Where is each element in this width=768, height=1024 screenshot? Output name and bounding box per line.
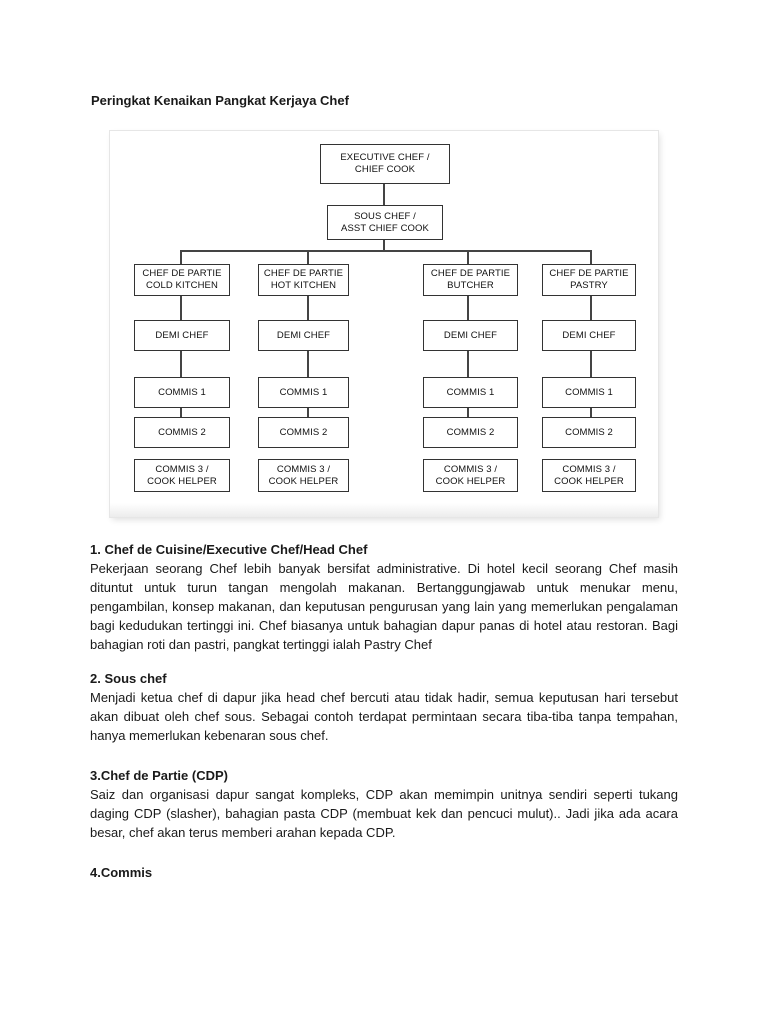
commis-3-box: COMMIS 3 / COOK HELPER <box>423 459 518 492</box>
commis-1-box: COMMIS 1 <box>542 377 636 408</box>
section-body: Saiz dan organisasi dapur sangat kompleks, CDP akan memimpin unitnya sendiri seperti tukang daging CDP (slasher), bahagian pasta CDP (membuat kek dan pencuci mulut).. Jadi jika ada acara besar, chef akan terus memberi arahan kepada CDP. <box>90 787 678 840</box>
demi-chef-box: DEMI CHEF <box>134 320 230 351</box>
demi-chef-box: DEMI CHEF <box>542 320 636 351</box>
section-heading: 4.Commis <box>90 865 153 880</box>
commis-3-box: COMMIS 3 / COOK HELPER <box>258 459 349 492</box>
commis-2-box: COMMIS 2 <box>134 417 230 448</box>
connector-line <box>180 250 590 252</box>
commis-1-box: COMMIS 1 <box>258 377 349 408</box>
connector-line <box>383 239 385 250</box>
commis-3-box: COMMIS 3 / COOK HELPER <box>134 459 230 492</box>
connector-line <box>467 250 469 265</box>
sous-chef-box: SOUS CHEF / ASST CHIEF COOK <box>327 205 443 240</box>
section-commis <box>90 865 678 882</box>
commis-2-box: COMMIS 2 <box>542 417 636 448</box>
commis-1-box: COMMIS 1 <box>134 377 230 408</box>
chef-de-partie-cold-kitchen-box: CHEF DE PARTIE COLD KITCHEN <box>134 264 230 296</box>
commis-2-box: COMMIS 2 <box>258 417 349 448</box>
section-body: Menjadi ketua chef di dapur jika head chef bercuti atau tidak hadir, semua keputusan hari tersebut akan dibuat oleh chef sous. Sebagai contoh terdapat permintaan secara tiba-tiba tanpa tempahan, hanya memerlukan kebenaran sous chef. <box>90 690 678 743</box>
demi-chef-box: DEMI CHEF <box>258 320 349 351</box>
commis-2-box: COMMIS 2 <box>423 417 518 448</box>
chef-de-partie-hot-kitchen-box: CHEF DE PARTIE HOT KITCHEN <box>258 264 349 296</box>
executive-chef-box: EXECUTIVE CHEF / CHIEF COOK <box>320 144 450 184</box>
connector-line <box>307 250 309 265</box>
org-chart <box>110 131 658 517</box>
connector-line <box>590 250 592 265</box>
section-sous-chef <box>90 671 678 745</box>
connector-line <box>180 250 182 265</box>
section-heading: 1. Chef de Cuisine/Executive Chef/Head Chef <box>90 542 368 557</box>
connector-line <box>383 183 385 206</box>
section-heading: 2. Sous chef <box>90 671 167 686</box>
section-heading: 3.Chef de Partie (CDP) <box>90 768 228 783</box>
chef-de-partie-pastry-box: CHEF DE PARTIE PASTRY <box>542 264 636 296</box>
chef-de-partie-butcher-box: CHEF DE PARTIE BUTCHER <box>423 264 518 296</box>
commis-1-box: COMMIS 1 <box>423 377 518 408</box>
document-title: Peringkat Kenaikan Pangkat Kerjaya Chef <box>91 93 349 108</box>
section-chef-de-partie <box>90 768 678 842</box>
commis-3-box: COMMIS 3 / COOK HELPER <box>542 459 636 492</box>
section-body: Pekerjaan seorang Chef lebih banyak bersifat administrative. Di hotel kecil seorang Chef masih dituntut untuk turun tangan mengolah makanan. Bertanggungjawab untuk menukar menu, pengambilan, konsep makanan, dan keputusan pengurusan yang lain yang memerlukan pengalaman bagi kedudukan tertinggi ini. Chef biasanya untuk bahagian dapur panas di hotel atau restoran. Bagi bahagian roti dan pastri, pangkat tertinggi ialah Pastry Chef <box>90 561 678 652</box>
demi-chef-box: DEMI CHEF <box>423 320 518 351</box>
section-chef-de-cuisine <box>90 542 678 654</box>
